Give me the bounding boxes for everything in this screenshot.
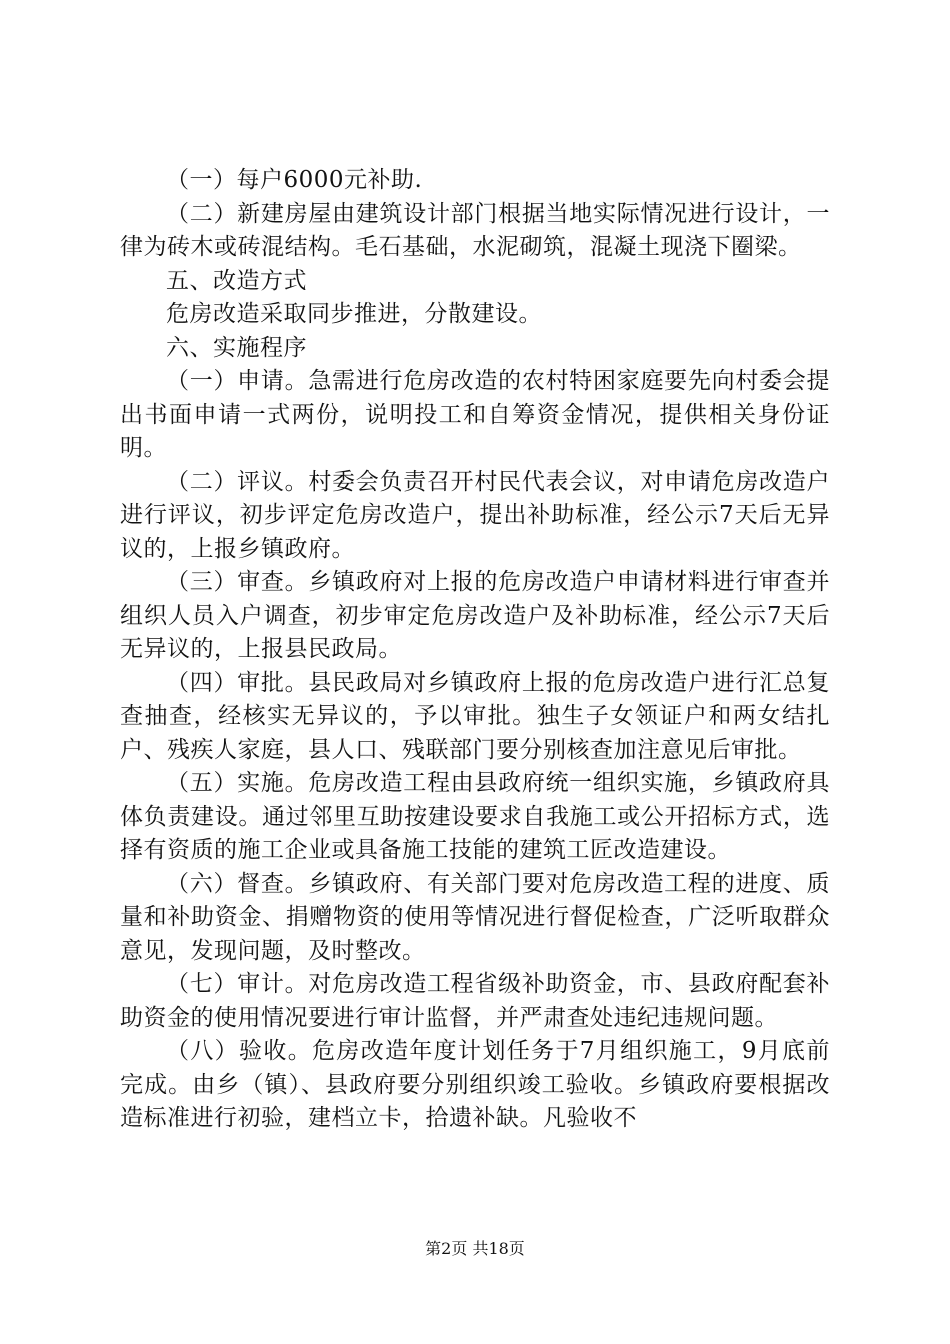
paragraph: （一）申请。急需进行危房改造的农村特困家庭要先向村委会提出书面申请一式两份，说明投工和自筹资金情况，提供相关身份证明。 xyxy=(120,368,830,461)
paragraph: （二）评议。村委会负责召开村民代表会议，对申请危房改造户进行评议，初步评定危房改造户，提出补助标准，经公示7天后无异议的，上报乡镇政府。 xyxy=(120,468,830,562)
paragraph: （六）督查。乡镇政府、有关部门要对危房改造工程的进度、质量和补助资金、捐赠物资的使用等情况进行督促检查，广泛听取群众意见，发现问题，及时整改。 xyxy=(120,870,830,964)
paragraph: （一）每户6000元补助. xyxy=(166,167,423,193)
paragraph: （三）审查。乡镇政府对上报的危房改造户申请材料进行审查并组织人员入户调查，初步审定危房改造户及补助标准，经公示7天后无异议的，上报县民政局。 xyxy=(120,569,830,662)
document-body xyxy=(120,164,830,1136)
paragraph: （二）新建房屋由建筑设计部门根据当地实际情况进行设计，一律为砖木或砖混结构。毛石基础，水泥砌筑，混凝土现浇下圈梁。 xyxy=(120,200,830,260)
page-number-footer: 第2页 共18页 xyxy=(425,1239,525,1258)
paragraph: （七）审计。对危房改造工程省级补助资金，市、县政府配套补助资金的使用情况要进行审计监督，并严肃查处违纪违规问题。 xyxy=(120,971,830,1031)
section-heading: 五、改造方式 xyxy=(166,267,307,294)
paragraph: （八）验收。危房改造年度计划任务于7月组织施工，9月底前完成。由乡（镇）、县政府要分别组织竣工验收。乡镇政府要根据改造标准进行初验，建档立卡，拾遗补缺。凡验收不 xyxy=(120,1038,830,1131)
paragraph: 危房改造采取同步推进，分散建设。 xyxy=(166,301,542,327)
paragraph: （五）实施。危房改造工程由县政府统一组织实施，乡镇政府具体负责建设。通过邻里互助按建设要求自我施工或公开招标方式，选择有资质的施工企业或具备施工技能的建筑工匠改造建设。 xyxy=(120,770,830,863)
paragraph: （四）审批。县民政局对乡镇政府上报的危房改造户进行汇总复查抽查，经核实无异议的，予以审批。独生子女领证户和两女结扎户、残疾人家庭，县人口、残联部门要分别核查加注意见后审批。 xyxy=(120,669,830,763)
section-heading: 六、实施程序 xyxy=(166,334,307,361)
